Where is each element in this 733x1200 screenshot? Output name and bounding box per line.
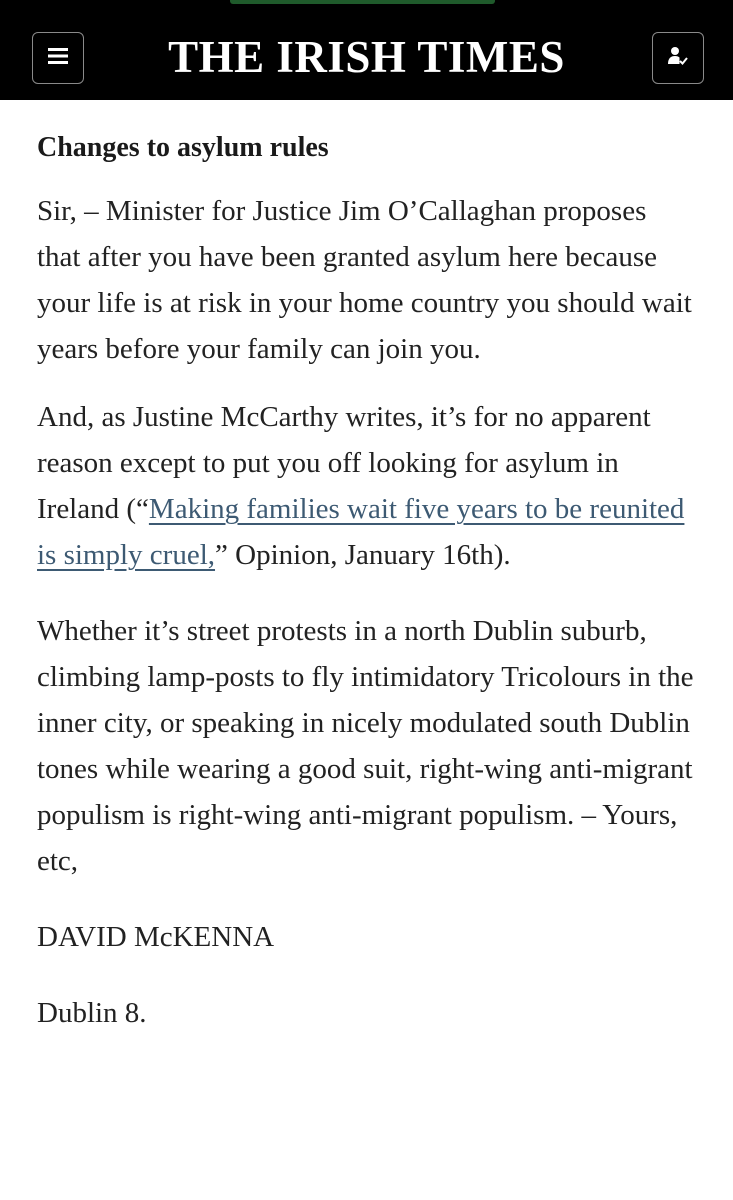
- paragraph-2: [37, 394, 696, 578]
- top-accent-strip: [230, 0, 495, 4]
- paragraph-2-text-before: And, as Justine McCarthy writes, it’s for no apparent reason except to put you off looking for asylum in Ireland (“: [37, 401, 651, 525]
- article-headline: Changes to asylum rules: [37, 132, 329, 163]
- paragraph-2-text-after: ” Opinion, January 16th).: [215, 539, 511, 571]
- opinion-article-link[interactable]: Making families wait five years to be reunited is simply cruel,: [37, 493, 685, 571]
- account-button[interactable]: [652, 32, 704, 84]
- user-account-icon: [667, 45, 689, 71]
- masthead-logo[interactable]: THE IRISH TIMES: [168, 32, 565, 82]
- author-location: Dublin 8.: [37, 997, 147, 1029]
- paragraph-3: Whether it’s street protests in a north Dublin suburb, climbing lamp-posts to fly intimidatory Tricolours in the inner city, or speaking in nicely modulated south Dublin tones while wearing a good suit, right-wing anti-migrant populism is right-wing anti-migrant populism. – Yours, etc,: [37, 615, 694, 877]
- article-body: [0, 128, 733, 1036]
- top-header-bar: [0, 0, 733, 100]
- paragraph-1: Sir, – Minister for Justice Jim O’Callaghan proposes that after you have been granted asylum here because your life is at risk in your home country you should wait years before your family can join you.: [37, 195, 692, 365]
- author-signature: DAVID McKENNA: [37, 921, 275, 953]
